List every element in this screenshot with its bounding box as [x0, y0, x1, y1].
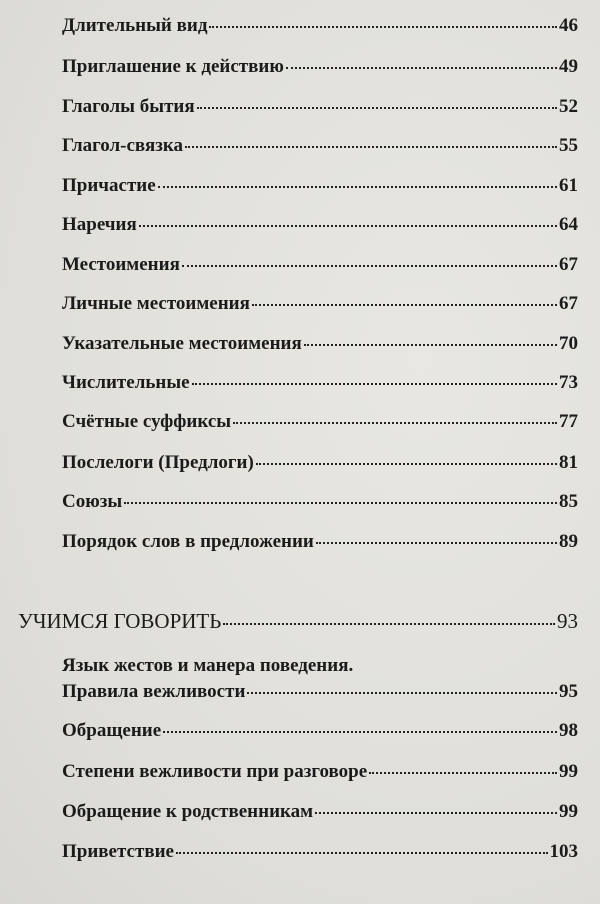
toc-entry-title: Союзы [62, 491, 123, 512]
toc-entry-title: Правила вежливости [62, 681, 246, 702]
dot-leader [256, 463, 557, 465]
dot-leader [369, 772, 557, 774]
toc-page-number: 89 [559, 531, 578, 552]
dot-leader [176, 852, 548, 854]
dot-leader [124, 502, 557, 504]
toc-page-number: 64 [559, 214, 578, 235]
toc-page-number: 67 [559, 254, 578, 275]
dot-leader [192, 383, 557, 385]
toc-page-number: 52 [559, 96, 578, 117]
toc-entry-title: Степени вежливости при разговоре [62, 761, 368, 782]
toc-entry [62, 55, 578, 79]
toc-page-number: 93 [557, 609, 578, 633]
dot-leader [163, 731, 557, 733]
dot-leader [223, 623, 555, 625]
toc-page-number: 73 [559, 372, 578, 393]
toc-entry [62, 332, 578, 356]
toc-entry-title-line: Язык жестов и манера поведения. [62, 655, 354, 676]
toc-page-number: 81 [559, 452, 578, 473]
toc-entry-title: Приветствие [62, 841, 174, 862]
toc-entry [62, 371, 578, 395]
toc-page-number: 61 [559, 175, 578, 196]
dot-leader [233, 422, 557, 424]
toc-entry-title: Указательные местоимения [62, 333, 302, 354]
toc-section-title: УЧИМСЯ ГОВОРИТЬ [18, 609, 222, 633]
toc-entry [62, 800, 578, 824]
toc-entry-title: Обращение к родственникам [62, 801, 314, 822]
dot-leader [185, 146, 557, 148]
toc-entry-title: Приглашение к действию [62, 56, 284, 77]
toc-page-number: 55 [559, 135, 578, 156]
toc-entry [62, 719, 578, 743]
dot-leader [315, 812, 557, 814]
toc-entry [62, 14, 578, 38]
dot-leader [252, 304, 557, 306]
toc-entry [62, 134, 578, 158]
toc-entry [62, 410, 578, 434]
toc-entry-title: Глагол-связка [62, 135, 184, 156]
toc-page-number: 85 [559, 491, 578, 512]
toc-entry-title: Послелоги (Предлоги) [62, 452, 254, 473]
dot-leader [286, 67, 557, 69]
toc-entry [62, 530, 578, 554]
toc-page-number: 49 [559, 56, 578, 77]
dot-leader [139, 225, 557, 227]
toc-page-number: 103 [549, 841, 578, 862]
toc-entry-title: Длительный вид [62, 15, 208, 36]
toc-page-number: 70 [559, 333, 578, 354]
toc-entry [62, 490, 578, 514]
toc-entry-title: Причастие [62, 175, 156, 196]
dot-leader [304, 344, 557, 346]
toc-page-number: 95 [559, 681, 578, 702]
toc-entry [62, 292, 578, 316]
toc-entry [62, 451, 578, 475]
toc-entry-title: Порядок слов в предложении [62, 531, 314, 552]
dot-leader [197, 107, 557, 109]
dot-leader [247, 692, 557, 694]
toc-entry [62, 680, 578, 704]
toc-entry-title: Наречия [62, 214, 137, 235]
toc-entry [62, 760, 578, 784]
dot-leader [316, 542, 557, 544]
toc-page-number: 67 [559, 293, 578, 314]
dot-leader [209, 26, 557, 28]
toc-page-number: 99 [559, 801, 578, 822]
toc-entry-title: Глаголы бытия [62, 96, 195, 117]
dot-leader [182, 265, 557, 267]
toc-entry-title: Счётные суффиксы [62, 411, 232, 432]
toc-entry [62, 253, 578, 277]
toc-page-number: 46 [559, 15, 578, 36]
toc-section-heading [18, 609, 578, 633]
dot-leader [158, 186, 557, 188]
toc-page-number: 98 [559, 720, 578, 741]
toc-entry [62, 213, 578, 237]
toc-entry [62, 840, 578, 864]
toc-entry [62, 95, 578, 119]
toc-page-number: 99 [559, 761, 578, 782]
toc-entry-title: Местоимения [62, 254, 180, 275]
toc-entry-title: Обращение [62, 720, 162, 741]
toc-entry-title: Числительные [62, 372, 190, 393]
toc-page-number: 77 [559, 411, 578, 432]
toc-entry-title: Личные местоимения [62, 293, 250, 314]
toc-entry [62, 174, 578, 198]
